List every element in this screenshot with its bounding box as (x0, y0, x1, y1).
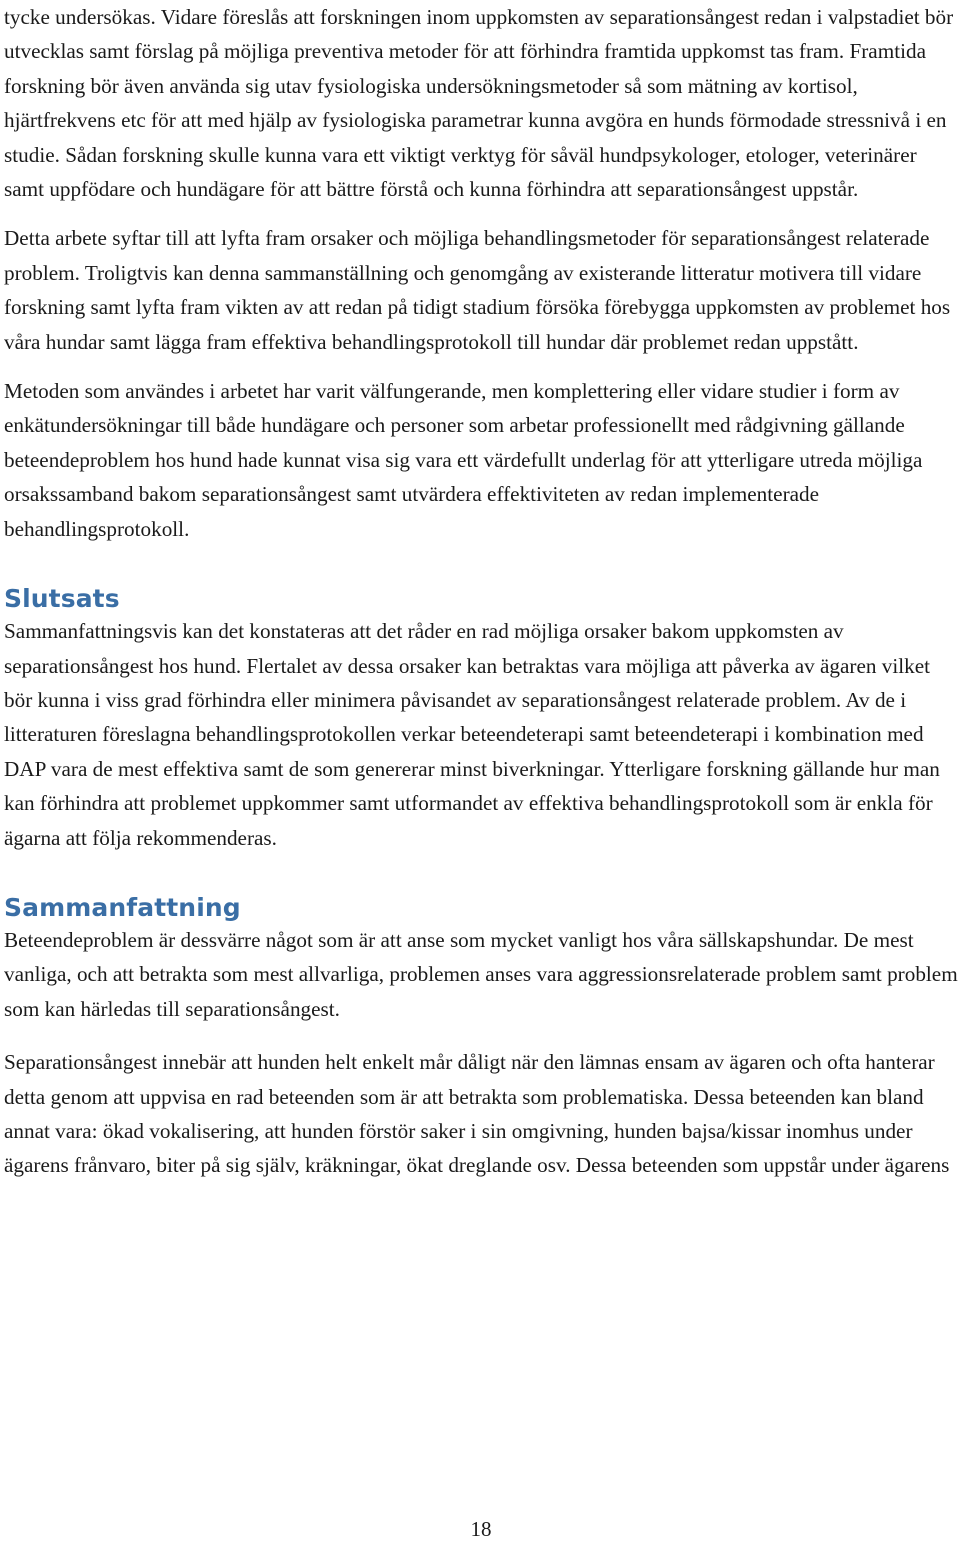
document-page (4, 0, 958, 1542)
heading-sammanfattning: Sammanfattning (4, 892, 241, 922)
paragraph-slutsats: Sammanfattningsvis kan det konstateras att det råder en rad möjliga orsaker bakom uppkomsten av separationsångest hos hund. Flertalet av dessa orsaker kan betraktas vara möjliga att påverka av ägaren vilket bör kunna i viss grad förhindra eller minimera påvisandet av separationsångest relaterade problem. Av de i litteraturen föreslagna behandlingsprotokollen verkar beteendeterapi samt beteendeterapi i kombination med DAP vara de mest effektiva samt de som genererar minst biverkningar. Ytterligare forskning gällande hur man kan förhindra att problemet uppkommer samt utformandet av effektiva behandlingsprotokoll som är enkla för ägarna att följa rekommenderas. (4, 619, 940, 850)
paragraph-sammanfattning-1: Beteendeproblem är dessvärre något som är att anse som mycket vanligt hos våra sällskapshundar. De mest vanliga, och att betrakta som mest allvarliga, problemen anses vara aggressionsrelaterade problem samt problem som kan härledas till separationsångest. (4, 927, 958, 1021)
heading-slutsats: Slutsats (4, 584, 120, 614)
page-number: 18 (470, 1517, 492, 1541)
paragraph-sammanfattning-2: Separationsångest innebär att hunden helt enkelt mår dåligt när den lämnas ensam av ägaren och ofta hanterar detta genom att uppvisa en rad beteenden som är att betrakta som problematiska. Dessa beteenden kan bland annat vara: ökad vokalisering, att hunden förstör saker i sin omgivning, hunden bajsa/kissar inomhus under ägarens frånvaro, biter på sig själv, kräkningar, ökat dreglande osv. Dessa beteenden som uppstår under ägarens (4, 1050, 950, 1178)
paragraph-aim: Detta arbete syftar till att lyfta fram orsaker och möjliga behandlingsmetoder för separationsångest relaterade problem. Troligtvis kan denna sammanställning och genomgång av existerande litteratur motivera till vidare forskning samt lyfta fram vikten av att redan på tidigt stadium försöka förebygga uppkomsten av problemet hos våra hundar samt lägga fram effektiva behandlingsprotokoll till hundar där problemet redan uppstått. (4, 226, 951, 354)
paragraph-method: Metoden som användes i arbetet har varit välfungerande, men komplettering eller vidare studier i form av enkätundersökningar till både hundägare och personer som arbetar professionellt med rådgivning gällande beteendeproblem hos hund hade kunnat visa sig vara ett värdefullt underlag för att ytterligare utreda möjliga orsakssamband bakom separationsångest samt utvärdera effektiviteten av redan implementerade behandlingsprotokoll. (4, 379, 923, 541)
paragraph-future-research: tycke undersökas. Vidare föreslås att forskningen inom uppkomsten av separationsångest redan i valpstadiet bör utvecklas samt förslag på möjliga preventiva metoder för att förhindra framtida uppkomst tas fram. Framtida forskning bör även använda sig utav fysiologiska undersökningsmetoder så som mätning av kortisol, hjärtfrekvens etc för att med hjälp av fysiologiska parametrar kunna avgöra en hunds förmodade stressnivå i en studie. Sådan forskning skulle kunna vara ett viktigt verktyg för såväl hundpsykologer, etologer, veterinärer samt uppfödare och hundägare för att bättre förstå och kunna förhindra att separationsångest uppstår. (4, 5, 954, 202)
